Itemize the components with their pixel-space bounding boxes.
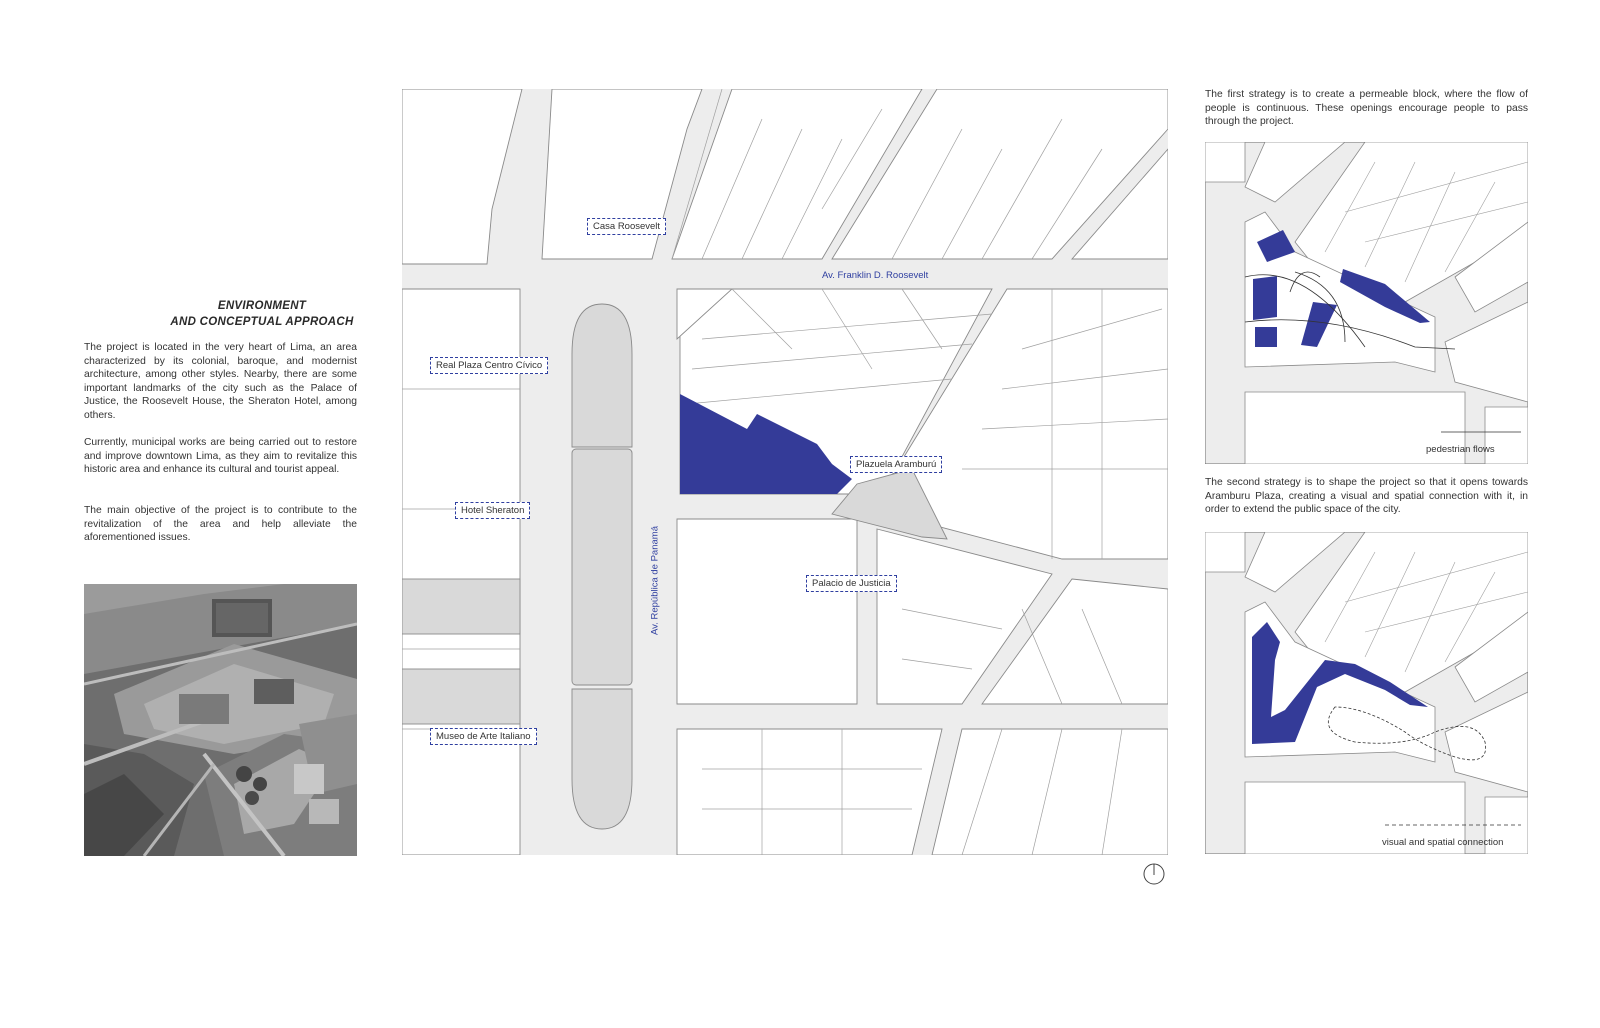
grey-lot-1 (402, 579, 520, 634)
strategy1-diagram (1205, 142, 1528, 464)
label-museo-arte: Museo de Arte Italiano (430, 728, 537, 745)
block-south-2 (932, 729, 1168, 855)
median-2 (572, 449, 632, 685)
heading-line-1: ENVIRONMENT (217, 300, 307, 312)
grey-lot-2 (402, 669, 520, 724)
label-palacio-justicia: Palacio de Justicia (806, 575, 897, 592)
section-heading (84, 298, 440, 330)
street-label-panama: Av. República de Panamá (649, 526, 661, 635)
aerial-photo (84, 584, 357, 856)
heading-line-2: AND CONCEPTUAL APPROACH (170, 316, 354, 328)
label-hotel-sheraton: Hotel Sheraton (455, 502, 530, 519)
strategy2-text: The second strategy is to shape the project so that it opens towards Aramburu Plaza, creating a visual and spatial connection with it, in order to extend the public space of the city. (1205, 477, 1528, 516)
median-1 (572, 304, 632, 447)
north-arrow-icon (1142, 862, 1166, 886)
strategy2-diagram (1205, 532, 1528, 854)
legend-visual-connection: visual and spatial connection (1382, 837, 1504, 848)
block-south-1 (677, 729, 942, 855)
strategy1-text: The first strategy is to create a permeable block, where the flow of people is continuous. These openings encourage people to pass through the project. (1205, 89, 1528, 128)
objective-paragraph: The main objective of the project is to contribute to the revitalization of the area and help alleviate the aforementioned issues. (84, 505, 357, 544)
works-paragraph: Currently, municipal works are being carried out to restore and improve downtown Lima, as they aim to revitalize this historic area and enhance its cultural and tourist appeal. (84, 437, 357, 476)
block-palacio (677, 519, 857, 704)
street-label-roosevelt: Av. Franklin D. Roosevelt (822, 270, 929, 281)
label-real-plaza: Real Plaza Centro Cívico (430, 357, 548, 374)
label-plazuela: Plazuela Aramburú (850, 456, 942, 473)
median-3 (572, 689, 632, 829)
legend-pedestrian-flows: pedestrian flows (1426, 444, 1495, 455)
label-casa-roosevelt: Casa Roosevelt (587, 218, 666, 235)
intro-paragraph: The project is located in the very heart of Lima, an area characterized by its colonial, baroque, and modernist architecture, among other styles. Nearby, there are some important landmarks of the city such as the Palace of Justice, the Roosevelt House, the Sheraton Hotel, among others. (84, 342, 357, 421)
